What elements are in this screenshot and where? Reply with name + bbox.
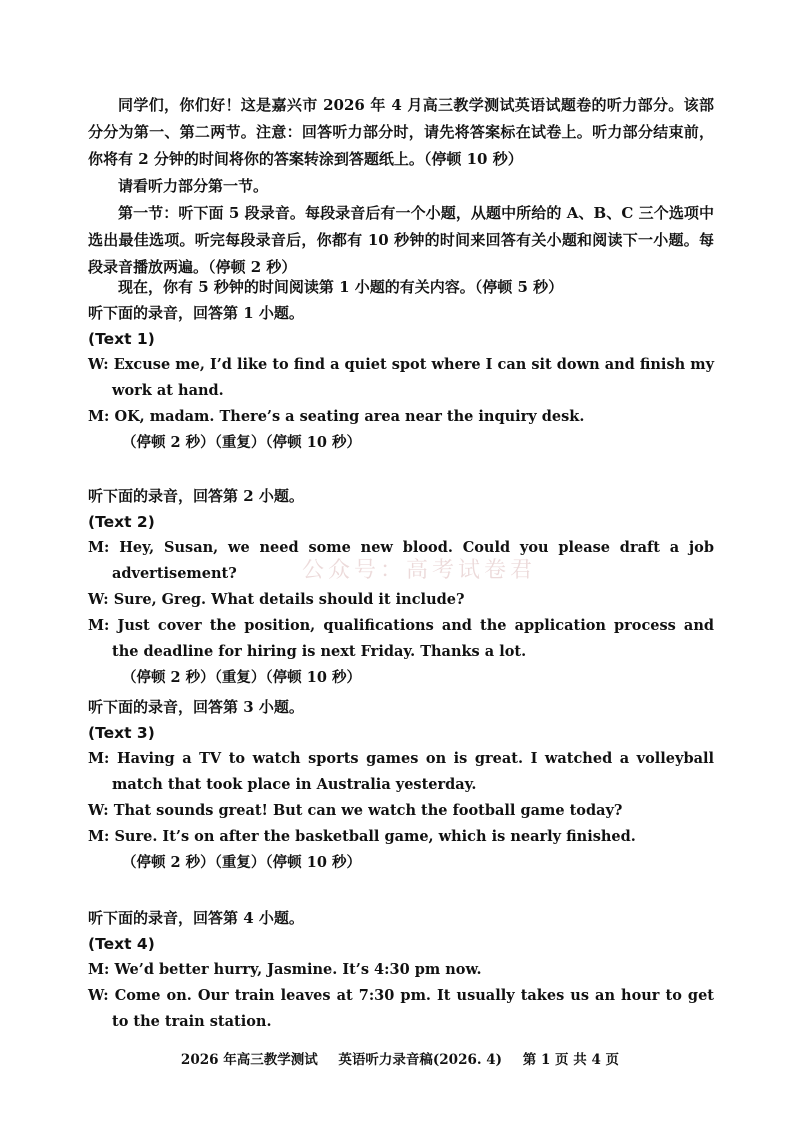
text-2-line-3: M: Just cover the position, qualifications and the application process and the deadline for hiring is next Friday. Thanks a lot. (88, 617, 714, 660)
text-1-instruction: 听下面的录音，回答第 1 小题。 (88, 304, 304, 322)
text-2-line-2: W: Sure, Greg. What details should it include? (88, 591, 465, 608)
text-4-heading: (Text 4) (88, 935, 155, 953)
text-3-instruction: 听下面的录音，回答第 3 小题。 (88, 698, 304, 716)
text-4-instruction: 听下面的录音，回答第 4 小题。 (88, 909, 304, 927)
text-4-line-2: W: Come on. Our train leaves at 7:30 pm. It usually takes us an hour to get to the train station. (88, 987, 714, 1030)
text-4-line-1: M: We’d better hurry, Jasmine. It’s 4:30 pm now. (88, 961, 482, 978)
text-2-heading: (Text 2) (88, 513, 155, 531)
text-3-pause: （停顿 2 秒）（重复）（停顿 10 秒） (122, 854, 361, 871)
intro-paragraph-1: 同学们，你们好！这是嘉兴市 2026 年 4 月高三教学测试英语试题卷的听力部分。该部分分为第一、第二两节。注意：回答听力部分时，请先将答案标在试卷上。听力部分结束前，你将有 2 分钟的时间将你的答案转涂到答题纸上。（停顿 10 秒） (88, 96, 714, 168)
text-1-pause: （停顿 2 秒）（重复）（停顿 10 秒） (122, 434, 361, 451)
footer-subject: 英语听力录音稿(2026. 4) (338, 1052, 503, 1068)
text-1-heading: (Text 1) (88, 330, 155, 348)
text-1-section (88, 300, 714, 456)
text-1-line-2: M: OK, madam. There’s a seating area near the inquiry desk. (88, 408, 585, 425)
text-2-section (88, 483, 714, 691)
intro-paragraph-3: 第一节：听下面 5 段录音。每段录音后有一个小题，从题中所给的 A、B、C 三个选项中选出最佳选项。听完每段录音后，你都有 10 秒钟的时间来回答有关小题和阅读下一小题。每段录音播放两遍。（停顿 2 秒） (88, 204, 714, 276)
text-3-heading: (Text 3) (88, 724, 155, 742)
text-2-instruction: 听下面的录音，回答第 2 小题。 (88, 487, 304, 505)
footer-title: 2026 年高三教学测试 (180, 1052, 318, 1068)
text-2-pause: （停顿 2 秒）（重复）（停顿 10 秒） (122, 669, 361, 686)
text-2-line-1: M: Hey, Susan, we need some new blood. Could you please draft a job advertisement? (88, 539, 714, 582)
text-3-line-2: W: That sounds great! But can we watch the football game today? (88, 802, 623, 819)
watermark: 公众号：高考试卷君 (302, 558, 537, 583)
text-3-line-3: M: Sure. It’s on after the basketball game, which is nearly finished. (88, 828, 636, 845)
intro-paragraph-4: 现在，你有 5 秒钟的时间阅读第 1 小题的有关内容。（停顿 5 秒） (118, 278, 564, 296)
text-3-line-1: M: Having a TV to watch sports games on is great. I watched a volleyball match that took place in Australia yesterday. (88, 750, 714, 793)
text-1-line-1: W: Excuse me, I’d like to find a quiet spot where I can sit down and finish my work at hand. (88, 356, 714, 399)
footer-page-number: 第 1 页 共 4 页 (522, 1052, 620, 1068)
text-3-section (88, 694, 714, 876)
page-footer (0, 1048, 800, 1068)
text-4-section (88, 905, 714, 1035)
intro-paragraph-2: 请看听力部分第一节。 (118, 177, 269, 195)
